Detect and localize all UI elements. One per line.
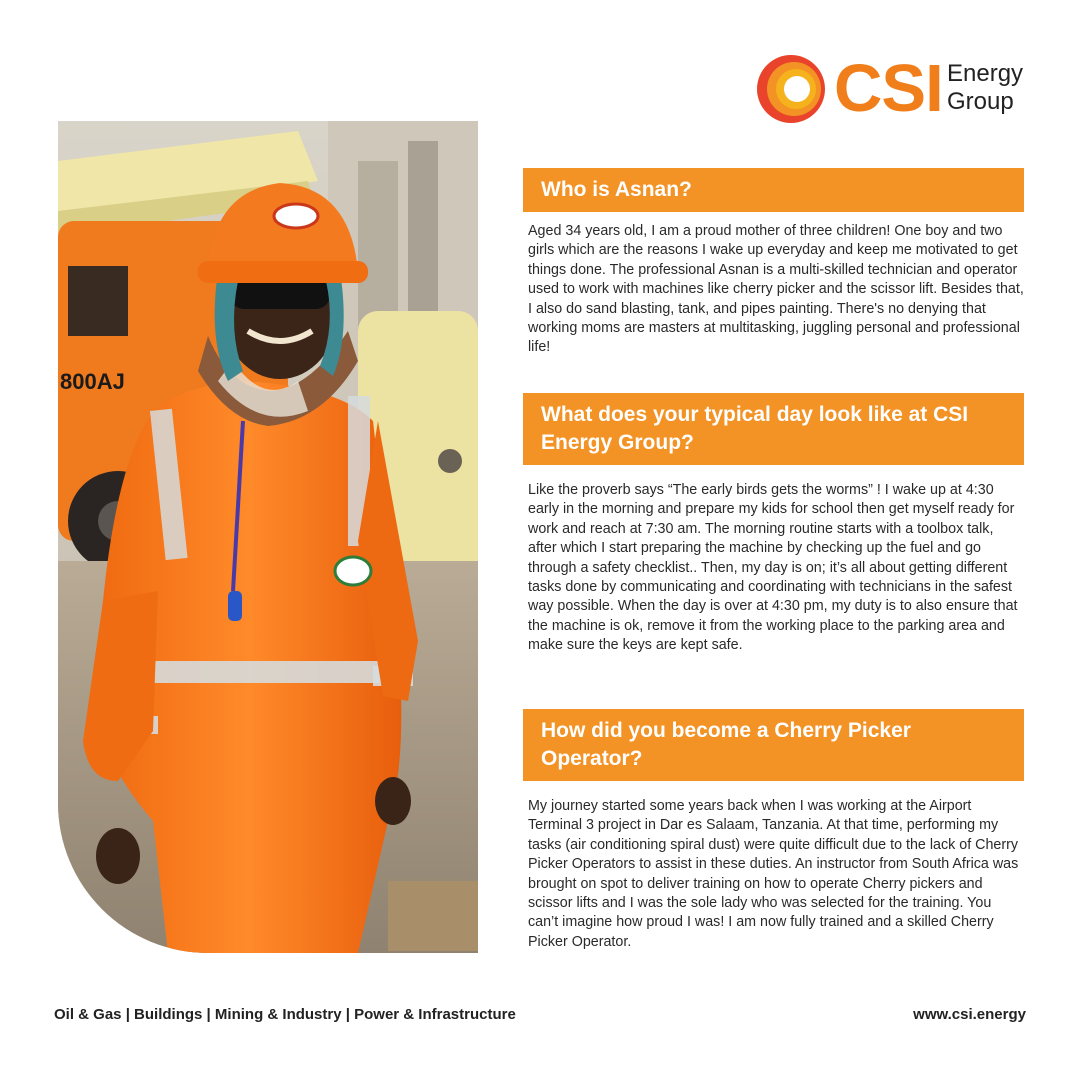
logo-wordmark: CSI — [834, 51, 943, 126]
csi-logo[interactable] — [754, 52, 1034, 126]
logo-subtitle-line2: Group — [947, 88, 1014, 115]
sun-ring-icon — [754, 52, 830, 126]
section-heading-become-operator: How did you become a Cherry Picker Operator? — [523, 709, 1024, 781]
worker-photo-icon — [58, 121, 478, 953]
footer-website-link[interactable]: www.csi.energy — [913, 1006, 1026, 1023]
logo-subtitle — [947, 60, 1023, 116]
section-heading-typical-day: What does your typical day look like at CSI Energy Group? — [523, 393, 1024, 465]
section-body-become-operator: My journey started some years back when I was working at the Airport Terminal 3 project in Dar es Salaam, Tanzania. At that time, performing my tasks (air conditioning spiral dust) were quite difficult due to the lack of Cherry Picker Operators to assist in these duties. An instructor from South Africa was brought on spot to deliver training on how to operate Cherry pickers and scissor lifts and I was the sole lady who was selected for the training. You can’t imagine how proud I was! I am now fully trained and a skilled Cherry Picker Operator. — [528, 798, 1019, 950]
machine-label: 800AJ — [60, 369, 125, 394]
worker-photo — [58, 121, 478, 953]
section-body-typical-day: Like the proverb says “The early birds gets the worms” ! I wake up at 4:30 early in the morning and prepare my kids for school then get myself ready for work and reach at 7:30 am. The morning routine starts with a toolbox talk, after which I start preparing the machine by checking up the fuel and go through a safety checklist.. Then, my day is on; it’s all about getting different tasks done by communicating and coordinating with technicians in the safest way possible. When the day is over at 4:30 pm, my duty is to also ensure that the machine is ok, remove it from the working place to the parking area and make sure the keys are kept safe. — [528, 482, 1018, 654]
logo-subtitle-line1: Energy — [947, 60, 1024, 87]
section-body-who: Aged 34 years old, I am a proud mother of three children! One boy and two girls which are the reasons I wake up everyday and keep me motivated to get things done. The professional Asnan is a multi-skilled technician and operator used to work with machines like cherry picker and the scissor lift. Besides that, I also do sand blasting, tank, and pipes painting. There's no denying that working moms are masters at multitasking, juggling personal and professional life! — [528, 223, 1024, 356]
section-heading-who: Who is Asnan? — [523, 168, 1024, 212]
footer-sectors: Oil & Gas | Buildings | Mining & Industry | Power & Infrastructure — [54, 1006, 516, 1023]
